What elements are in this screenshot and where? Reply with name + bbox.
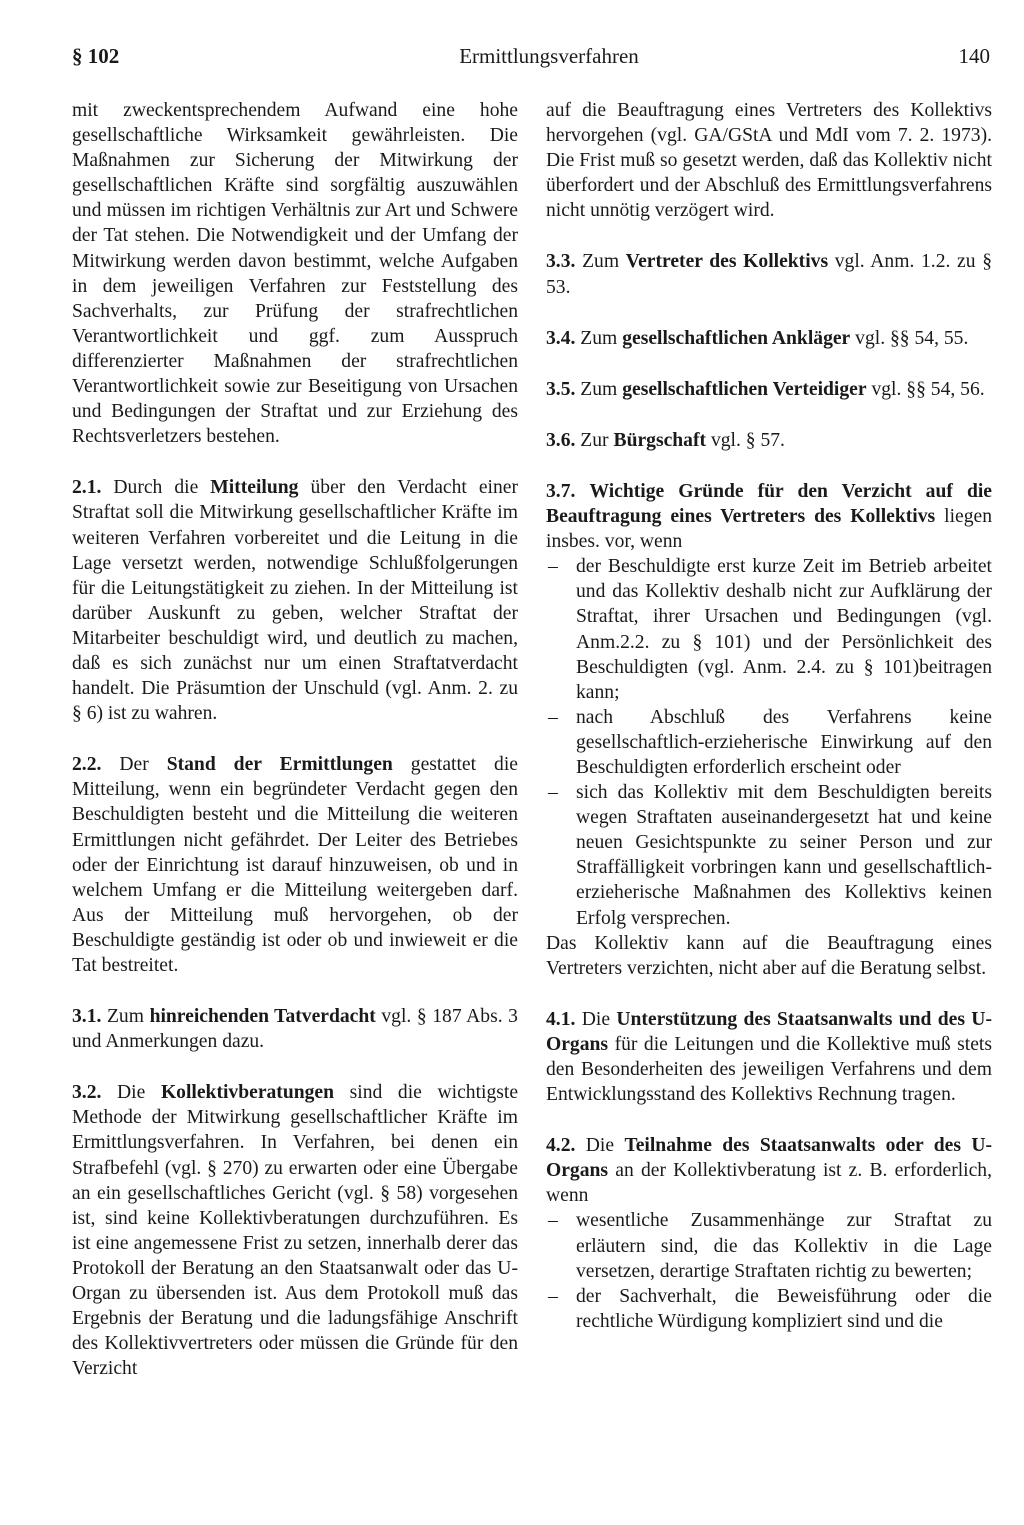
paragraph-number: 3.7. bbox=[546, 480, 576, 502]
list-item: – wesentliche Zusammenhänge zur Straftat zu erläutern sind, die das Kollektiv in die Lage versetzen, derartige Straftaten richtig zu bewerten; bbox=[546, 1208, 992, 1283]
key-term: gesellschaftlichen Ankläger bbox=[622, 327, 851, 349]
paragraph-2-1: 2.1. Durch die Mitteilung über den Verdacht einer Straftat soll die Mitwirkung gesellschaftlicher Kräfte im weiteren Verfahren vorbereitet und die Leitung in die Lage versetzt werden, notwendige Schlußfolgerungen für die Leitungstätigkeit zu ziehen. In der Mitteilung ist darüber Auskunft zu geben, welcher Straftat der Mitarbeiter beschuldigt wird, und deutlich zu machen, daß es sich zunächst nur um einen Straftatverdacht handelt. Die Präsumtion der Unschuld (vgl. Anm. 2. zu § 6) ist zu wahren. bbox=[72, 477, 518, 725]
paragraph-number: 3.5. bbox=[546, 378, 576, 400]
list-item: – nach Abschluß des Verfahrens keine gesellschaftlich-erzieherische Einwirkung auf den Beschuldigten erforderlich erscheint oder bbox=[546, 705, 992, 780]
page-number: 140 bbox=[958, 44, 990, 68]
intro-paragraph: mit zweckentsprechendem Aufwand eine hohe gesellschaftliche Wirksamkeit gewährleisten. Die Maßnahmen zur Sicherung der Mitwirkung der gesellschaftlichen Kräfte sind sorgfältig auszuwählen und müssen im richtigen Verhältnis zur Art und Schwere der Tat stehen. Die Notwendigkeit und der Umfang der Mitwirkung werden davon bestimmt, welche Aufgaben in dem jeweiligen Verfahren zur Feststellung des Sachverhalts, zur Prüfung der strafrechtlichen Verantwortlichkeit und ggf. zum Ausspruch differenzierter Maßnahmen der strafrechtlichen Verantwortlichkeit sowie zur Beseitigung von Ursachen und Bedingungen der Straftat und zur Erziehung des Rechtsverletzers bestehen. bbox=[72, 100, 518, 448]
paragraph-3-7: 3.7. Wichtige Gründe für den Verzicht auf die Beauftragung eines Vertreters des Kollektivs liegen insbes. vor, wenn bbox=[546, 480, 992, 553]
key-term: Kollektivberatungen bbox=[160, 1082, 335, 1104]
paragraph-4-2: 4.2. Die Teilnahme des Staatsanwalts oder des U-Organs an der Kollektivberatung ist z. B. erforderlich, wenn bbox=[546, 1135, 992, 1207]
key-term: Wichtige Gründe für den Verzicht auf die Beauftragung eines Vertreters des Kollektivs bbox=[546, 480, 992, 528]
key-term: Teilnahme des Staatsanwalts oder des U-Organs bbox=[546, 1135, 992, 1182]
section-number: § 102 bbox=[72, 44, 120, 68]
paragraph-number: 3.1. bbox=[72, 1006, 102, 1028]
paragraph-number: 2.1. bbox=[72, 477, 102, 499]
paragraph-number: 4.2. bbox=[546, 1135, 576, 1157]
paragraph-3-6: 3.6. Zur Bürgschaft vgl. § 57. bbox=[546, 429, 785, 451]
right-column bbox=[546, 98, 992, 1334]
closing-paragraph: Das Kollektiv kann auf die Beauftragung eines Vertreters verzichten, nicht aber auf die Beratung selbst. bbox=[546, 932, 992, 979]
continued-paragraph: auf die Beauftragung eines Vertreters des Kollektivs hervorgehen (vgl. GA/GStA und MdI vom 7. 2. 1973). Die Frist muß so gesetzt werden, daß das Kollektiv nicht überfordert und der Abschluß des Ermittlungsverfahrens nicht unnötig verzögert wird. bbox=[546, 100, 992, 222]
conditions-list bbox=[546, 1208, 992, 1333]
paragraph-number: 2.2. bbox=[72, 754, 102, 776]
paragraph-3-1: 3.1. Zum hinreichenden Tatverdacht vgl. § 187 Abs. 3 und Anmerkungen dazu. bbox=[72, 1006, 518, 1053]
paragraph-3-4: 3.4. Zum gesellschaftlichen Ankläger vgl. §§ 54, 55. bbox=[546, 327, 969, 349]
key-term: Unterstützung des Staatsanwalts und des U-Organs bbox=[546, 1008, 992, 1055]
reasons-list bbox=[546, 554, 992, 930]
paragraph-3-2: 3.2. Die Kollektivberatungen sind die wichtigste Methode der Mitwirkung gesellschaftlicher Kräfte im Ermittlungsverfahren. In Verfahren, bei denen ein Strafbefehl (vgl. § 270) zu erwarten oder eine Übergabe an ein gesellschaftliches Gericht (vgl. § 58) vorgesehen ist, sind keine Kollektivberatungen durchzuführen. Es ist eine angemessene Frist zu setzen, innerhalb derer das Protokoll der Beratung an den Staatsanwalt oder das U-Organ zu übersenden ist. Aus dem Protokoll muß das Ergebnis der Beratung und die ladungsfähige Anschrift des Kollektivvertreters oder müssen die Gründe für den Verzicht bbox=[72, 1082, 519, 1380]
paragraph-number: 3.6. bbox=[546, 429, 576, 451]
list-item: – der Beschuldigte erst kurze Zeit im Betrieb arbeitet und das Kollektiv deshalb nicht zur Aufklärung der Straftat, ihrer Ursachen und Bedingungen (vgl. Anm.2.2. zu § 101) und der Persönlichkeit des Beschuldigten (vgl. Anm. 2.4. zu § 101)beitragen kann; bbox=[546, 554, 992, 705]
paragraph-4-1: 4.1. Die Unterstützung des Staatsanwalts und des U-Organs für die Leitungen und die Kollektive muß stets den Besonderheiten des jeweiligen Verfahrens und dem Entwicklungsstand des Kollektivs Rechnung tragen. bbox=[546, 1008, 992, 1106]
key-term: Stand der Ermittlungen bbox=[166, 754, 393, 776]
page-header bbox=[72, 44, 990, 74]
key-term: Mitteilung bbox=[210, 477, 299, 499]
left-column bbox=[72, 98, 518, 1381]
paragraph-3-5: 3.5. Zum gesellschaftlichen Verteidiger vgl. §§ 54, 56. bbox=[546, 378, 985, 400]
paragraph-2-2: 2.2. Der Stand der Ermittlungen gestattet die Mitteilung, wenn ein begründeter Verdacht gegen den Beschuldigten besteht und die Mitteilung die weiteren Ermittlungen nicht gefährdet. Der Leiter des Betriebes oder der Einrichtung ist darauf hinzuweisen, ob und in welchem Umfang er die Mitteilung weitergeben darf. Aus der Mitteilung muß hervorgehen, ob der Beschuldigte geständig ist oder ob und inwieweit er die Tat bestreitet. bbox=[72, 754, 518, 976]
list-item: – der Sachverhalt, die Beweisführung oder die rechtliche Würdigung kompliziert sind und die bbox=[546, 1284, 992, 1334]
paragraph-number: 3.4. bbox=[546, 327, 576, 349]
paragraph-number: 3.3. bbox=[546, 251, 576, 273]
list-item: – sich das Kollektiv mit dem Beschuldigten bereits wegen Straftaten auseinandergesetzt hat und keine neuen Gesichtspunkte zu seiner Person und zur Straffälligkeit vorbringen kann und gesellschaftlich-erzieherische Maßnahmen des Kollektivs keinen Erfolg versprechen. bbox=[546, 780, 992, 931]
key-term: Bürgschaft bbox=[613, 429, 707, 451]
paragraph-number: 4.1. bbox=[546, 1008, 576, 1030]
key-term: Vertreter des Kollektivs bbox=[625, 251, 829, 273]
key-term: gesellschaftlichen Verteidiger bbox=[622, 378, 867, 400]
paragraph-3-3: 3.3. Zum Vertreter des Kollektivs vgl. Anm. 1.2. zu § 53. bbox=[546, 251, 993, 298]
paragraph-number: 3.2. bbox=[72, 1082, 102, 1104]
running-title: Ermittlungsverfahren bbox=[459, 44, 639, 68]
key-term: hinreichenden Tatverdacht bbox=[149, 1006, 376, 1028]
